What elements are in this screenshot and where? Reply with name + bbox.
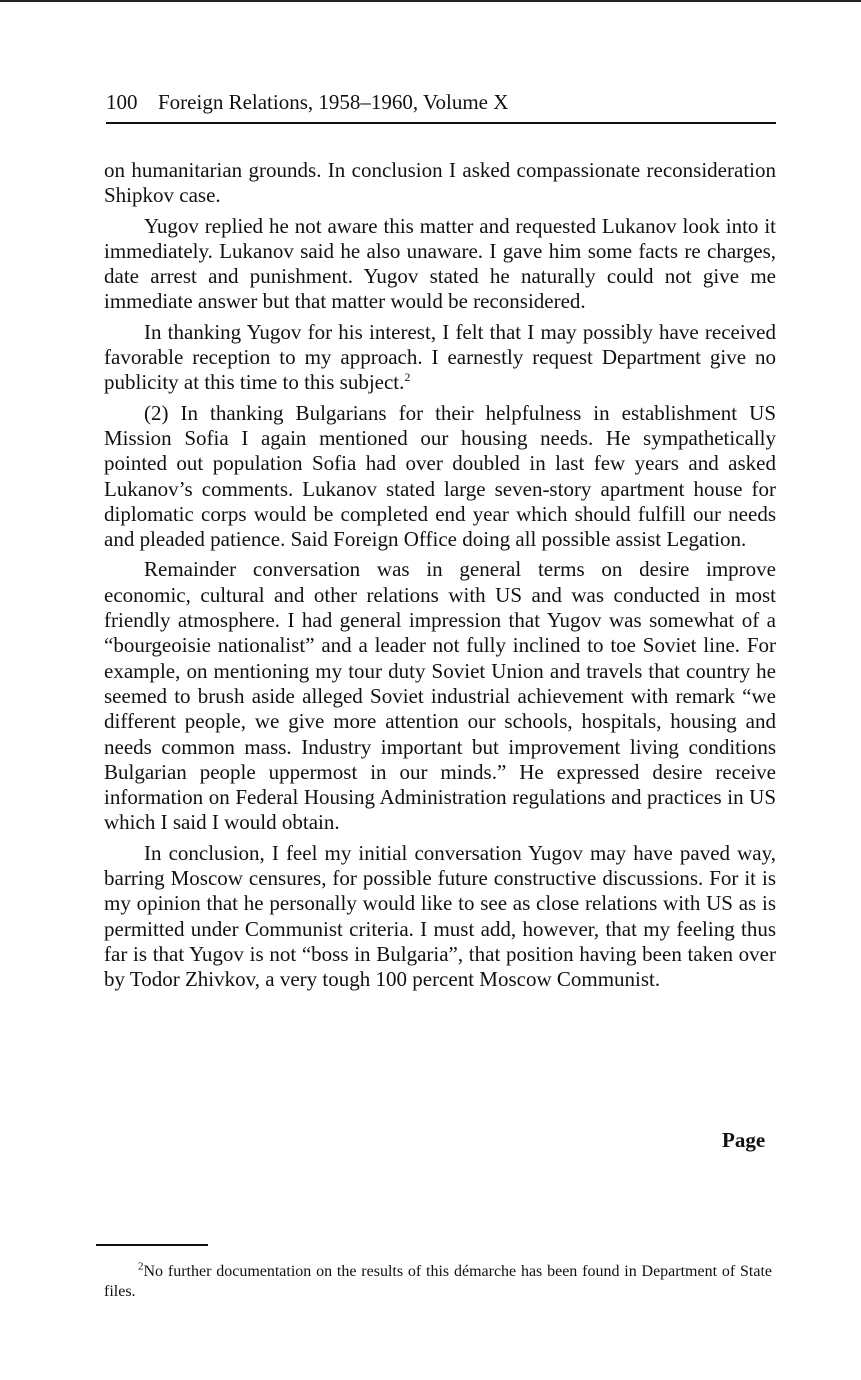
paragraph-3-text: In thanking Yugov for his interest, I felt that I may possibly have received favorable reception to my approach. I earnestly request Department give no publicity at this time to this subject.	[104, 319, 776, 395]
paragraph-5: Remainder conversation was in general terms on desire improve economic, cultural and other relations with US and was conducted in most friendly atmosphere. I had general impression that Yugov was somewhat of a “bourgeoisie nationalist” and a leader not fully inclined to toe Soviet line. For example, on mentioning my tour duty Soviet Union and travels that country he seemed to brush aside alleged Soviet industrial achievement with remark “we different people, we give more attention our schools, hospitals, housing and needs common mass. Industry important but improvement living conditions Bulgarian people uppermost in our minds.” He expressed desire receive information on Federal Housing Administration regulations and practices in US which I said I would obtain.	[104, 557, 776, 835]
footnote-reference[interactable]: 2	[404, 370, 411, 385]
footnote-number: 2	[138, 1260, 144, 1273]
paragraph-1: on humanitarian grounds. In conclusion I asked compassionate reconsideration Shipkov case.	[104, 158, 776, 208]
page-number: 100	[106, 90, 138, 114]
document-body	[104, 158, 776, 998]
paragraph-2: Yugov replied he not aware this matter and requested Lukanov look into it immediately. Lukanov said he also unaware. I gave him some facts re charges, date arrest and punishment. Yugov stated he naturally could not give me immediate answer but that matter would be reconsidered.	[104, 213, 776, 314]
page-label: Page	[722, 1128, 766, 1152]
paragraph-6: In conclusion, I feel my initial conversation Yugov may have paved way, barring Moscow censures, for possible future constructive discussions. For it is my opinion that he personally would like to see as close relations with US as is permitted under Communist criteria. I must add, however, that my feeling thus far is that Yugov is not “boss in Bulgaria”, that position having been taken over by Todor Zhivkov, a very tough 100 percent Moscow Communist.	[104, 840, 776, 992]
paragraph-4: (2) In thanking Bulgarians for their helpfulness in establishment US Mission Sofia I again mentioned our housing needs. He sympathetically pointed out population Sofia had over doubled in last few years and asked Lukanov’s comments. Lukanov stated large seven-story apartment house for diplomatic corps would be completed end year which should fulfill our needs and pleaded patience. Said Foreign Office doing all possible assist Legation.	[104, 400, 776, 552]
running-title: Foreign Relations, 1958–1960, Volume X	[158, 90, 509, 114]
top-border-line	[0, 0, 861, 2]
running-header	[106, 90, 776, 124]
footnote	[104, 1262, 772, 1302]
footnote-text: No further documentation on the results of this démarche has been found in Department of State files.	[104, 1263, 772, 1300]
footnote-divider	[96, 1244, 208, 1246]
paragraph-3	[104, 320, 776, 396]
